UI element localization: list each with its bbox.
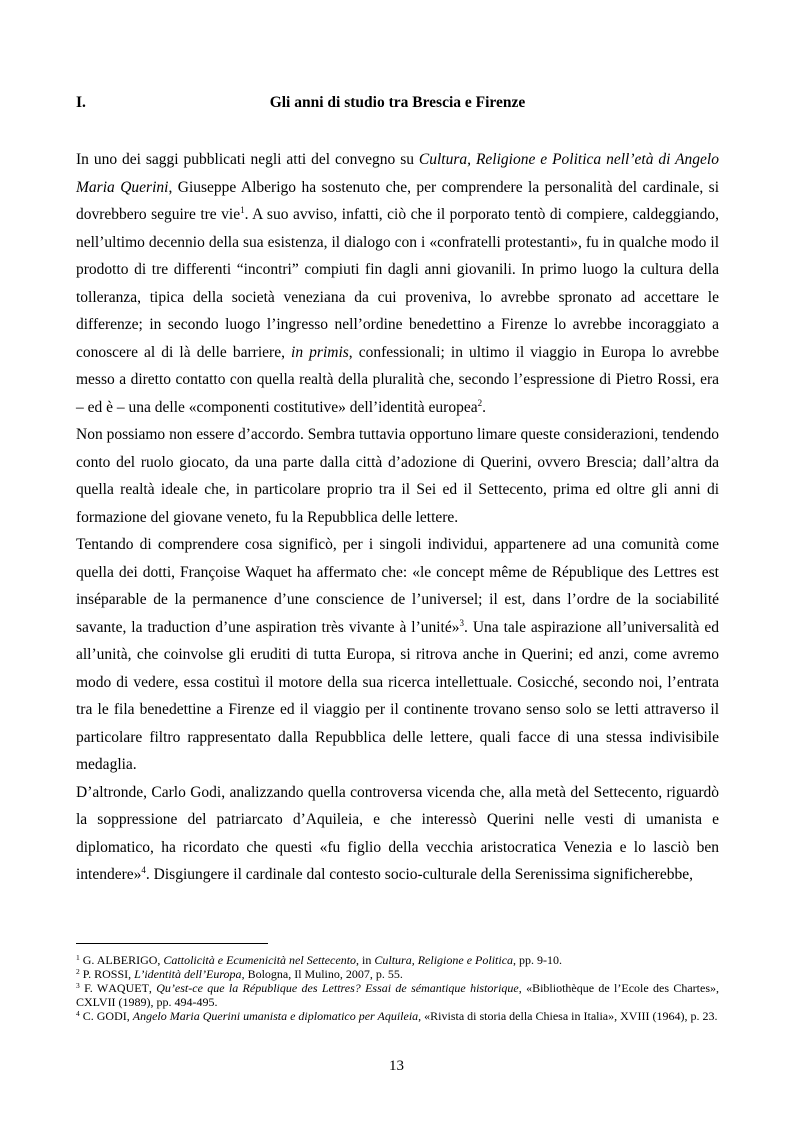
chapter-title: Gli anni di studio tra Brescia e Firenze <box>269 94 526 111</box>
footnote-2: $^2$ P. ROSSI, L’identità dell’Europa, Bologna, Il Mulino, 2007, p. 55. <box>76 967 403 981</box>
footnote-title: Angelo Maria Querini umanista e diplomatico per Aquileia <box>132 1009 419 1023</box>
paragraph-2: Non possiamo non essere d’accordo. Sembra tuttavia opportuno limare queste considerazioni, tendendo conto del ruolo giocato, da una parte dalla città d’adozione di Querini, ovvero Brescia; dall’altra da quella realtà ideale che, in particolare proprio tra il Sei ed il Settecento, prima ed oltre gli anni di formazione del giovane veneto, fu la Repubblica delle lettere. <box>76 426 719 526</box>
footnote-author-smallcaps: LBERIGO <box>105 953 158 967</box>
footnote-author: P. R <box>82 967 103 981</box>
page-number: 13 <box>389 1058 404 1074</box>
chapter-number: I. <box>76 94 86 111</box>
footnotes <box>76 953 719 1023</box>
footnote-author-smallcaps: ODI <box>105 1009 127 1023</box>
footnote-source: Cultura, Religione e Politica <box>374 953 514 967</box>
italic-phrase: in primis <box>291 343 349 361</box>
text-run: . Disgiungere il cardinale dal contesto socio-culturale della Serenissima significherebbe, <box>145 866 693 883</box>
paragraph-1 <box>76 146 719 421</box>
footnote-author-smallcaps: OSSI <box>102 967 129 981</box>
footnote-author: G. A <box>82 953 106 967</box>
footnote-number: 4 <box>76 1009 80 1018</box>
footnote-text: , Bologna, Il Mulino, 2007, p. 55. <box>241 967 403 981</box>
body-text <box>76 146 719 889</box>
text-run: , confessionali; in ultimo il viaggio in Europa lo avrebbe messo a diretto contatto con quella realtà della pluralità che, secondo l’espressione di Pietro Rossi, era – ed è – una delle «componenti costitutive» dell’identità europea <box>76 343 719 416</box>
footnote-author: F. W <box>84 981 109 995</box>
footnote-1: $^1$ G. ALBERIGO, Cattolicità e Ecumenicità nel Settecento, in Cultura, Religione e Politica, pp. 9-10. <box>76 953 563 967</box>
footnote-text: , in <box>356 953 375 967</box>
footnote-text: , «Rivista di storia della Chiesa in Italia», XVIII (1964), p. 23. <box>418 1009 718 1023</box>
italic-book-title: Cultura, Religione e Politica nell’età di Angelo Maria Querini <box>76 151 719 196</box>
text-run: . Una tale aspirazione all’universalità ed all’unità, che coinvolse gli eruditi di tutta Europa, si ritrova anche in Querini; ed anzi, come avremo modo di vedere, essa costituì il motore della sua ricerca intellettuale. Cosicché, secondo noi, l’entrata tra le fila benedettine a Firenze ed il viaggio per il continente trovano senso solo se letti attraverso il particolare filtro rappresentato dalla Repubblica delle lettere, quali facce di una stessa indivisibile medaglia. <box>76 618 719 773</box>
footnote-title: Qu’est-ce que la République des Lettres? Essai de sémantique historique <box>156 981 519 995</box>
footnote-ref-3[interactable]: 3 <box>459 617 464 628</box>
footnote-3: $^3$ F. WAQUET, Qu’est-ce que la République des Lettres? Essai de sémantique historique, «Bibliothèque de l’Ecole des Chartes», CXLVII (1989), pp. 494-495. <box>76 981 720 1009</box>
footnote-title: L’identità dell’Europa <box>134 967 242 981</box>
text-run: . <box>482 398 486 416</box>
text-run: . A suo avviso, infatti, ciò che il porporato tentò di compiere, caldeggiando, nell’ultimo decennio della sua esistenza, il dialogo con i «confratelli protestanti», fu in qualche modo il prodotto di tre differenti “incontri” compiuti fin dagli anni giovanili. In primo luogo la cultura della tolleranza, tipica della società veneziana da cui proveniva, lo avrebbe spronato ad accettare le differenze; in secondo luogo l’ingresso nell’ordine benedettino a Firenze lo avrebbe incoraggiato a conoscere al di là delle barriere, <box>76 206 719 361</box>
footnote-ref-2[interactable]: 2 <box>477 397 483 408</box>
text-run: , Giuseppe Alberigo ha sostenuto che, per comprendere la personalità del cardinale, si dovrebbero seguire tre vie <box>76 178 719 223</box>
footnote-number: 1 <box>76 953 80 962</box>
footnote-ref-4[interactable]: 4 <box>141 865 146 875</box>
footnote-text: , «Bibliothèque de l’Ecole des Chartes», CXLVII (1989), pp. 494-495. <box>76 981 720 1009</box>
footnote-title: Cattolicità e Ecumenicità nel Settecento <box>163 953 357 967</box>
text-run: In uno dei saggi pubblicati negli atti del convegno su <box>76 151 419 168</box>
footnote-author-smallcaps: AQUET <box>108 981 149 995</box>
footnote-4: $^4$ C. GODI, Angelo Maria Querini umanista e diplomatico per Aquileia, «Rivista di storia della Chiesa in Italia», XVIII (1964), p. 23. <box>76 1009 718 1023</box>
text-run: D’altronde, Carlo Godi, analizzando quella controversa vicenda che, alla metà del Settecento, riguardò la soppressione del patriarcato d’Aquileia, e che interessò Querini nelle vesti di umanista e diplomatico, ha ricordato che questi «fu figlio della vecchia aristocratica Venezia e lo lasciò ben intendere» <box>76 783 719 883</box>
footnote-author: C. G <box>82 1009 106 1023</box>
text-run: Tentando di comprendere cosa significò, per i singoli individui, appartenere ad una comunità come quella dei dotti, Françoise Waquet ha affermato che: «le concept même de République des Lettres est inséparable de la permanence d’une conscience de l’universel; il est, dans l’ordre de la sociabilité savante, la traduction d’une aspiration très vivante à l’unité» <box>76 536 719 636</box>
footnote-text: , pp. 9-10. <box>513 953 563 967</box>
paragraph-3 <box>76 531 719 779</box>
footnote-ref-1[interactable]: 1 <box>240 205 245 215</box>
paragraph-4 <box>76 779 719 889</box>
footnote-separator <box>76 943 268 944</box>
footnote-number: 3 <box>76 981 80 990</box>
footnote-number: 2 <box>76 967 80 976</box>
